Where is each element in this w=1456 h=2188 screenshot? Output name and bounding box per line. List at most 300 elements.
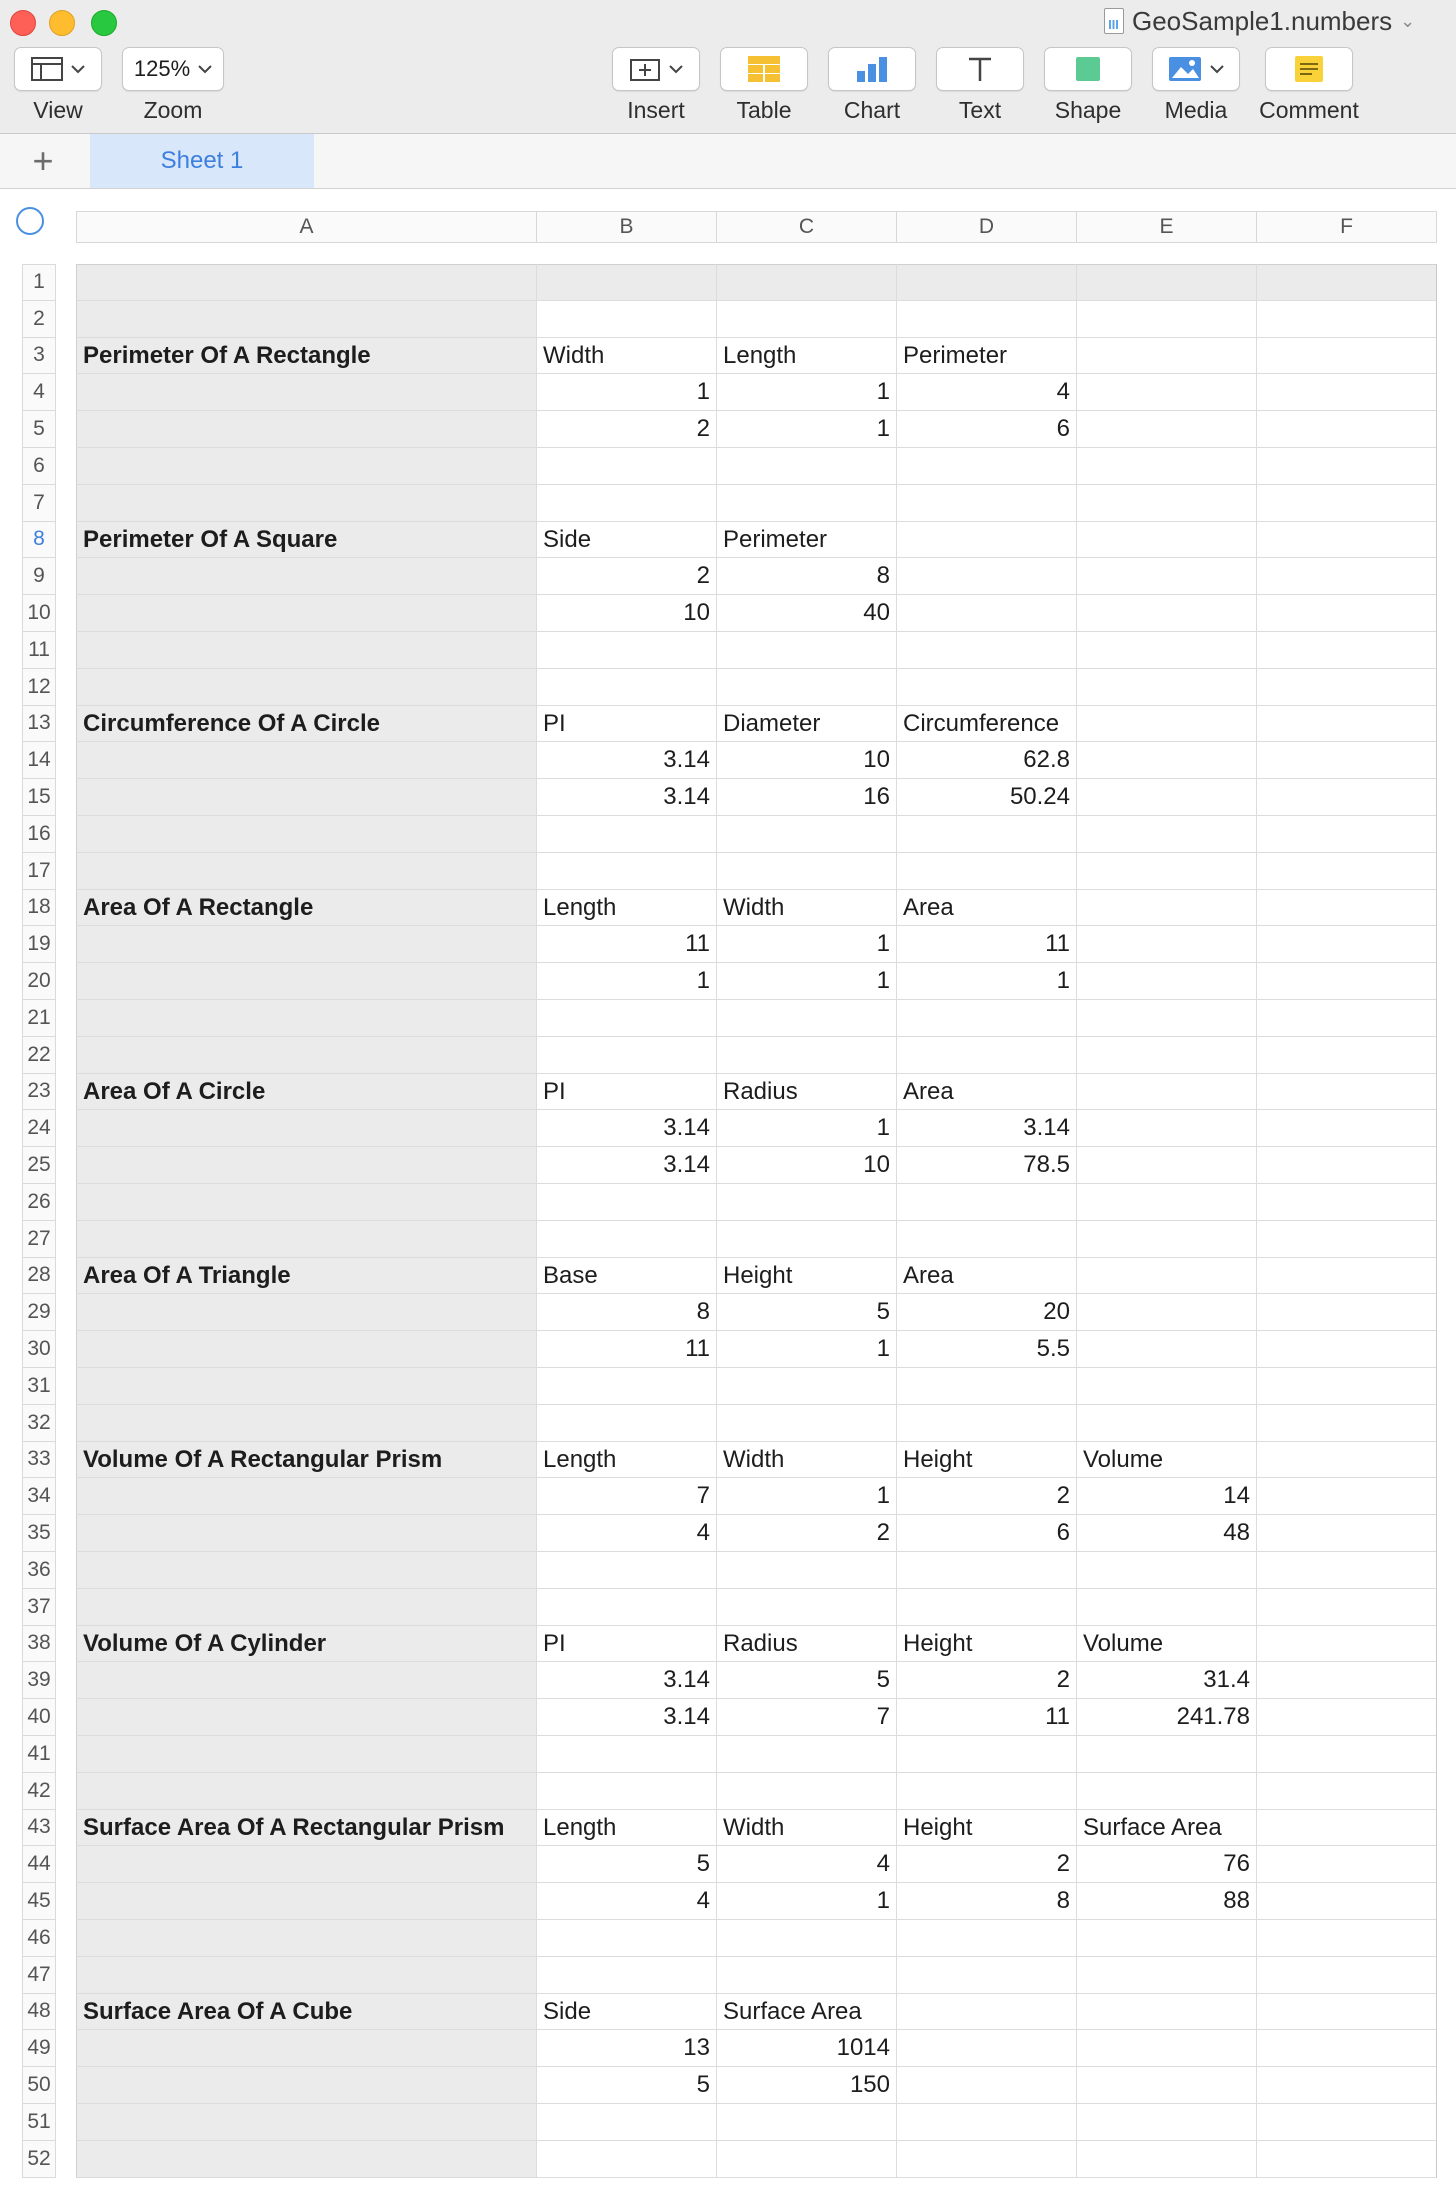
cell-d18[interactable]: Area [897, 890, 1077, 927]
cell-d28[interactable]: Area [897, 1258, 1077, 1295]
cell-f25[interactable] [1257, 1147, 1437, 1184]
cell-e12[interactable] [1077, 669, 1257, 706]
cell-b35[interactable]: 4 [537, 1515, 717, 1552]
cell-f11[interactable] [1257, 632, 1437, 669]
row-header-11[interactable]: 11 [22, 632, 56, 669]
cell-c42[interactable] [717, 1773, 897, 1810]
cell-d7[interactable] [897, 485, 1077, 522]
cell-f2[interactable] [1257, 301, 1437, 338]
cell-a3[interactable]: Perimeter Of A Rectangle [76, 338, 537, 375]
cell-b8[interactable]: Side [537, 522, 717, 559]
cell-f1[interactable] [1257, 264, 1437, 301]
cell-a7[interactable] [76, 485, 537, 522]
cell-c8[interactable]: Perimeter [717, 522, 897, 559]
cell-a48[interactable]: Surface Area Of A Cube [76, 1994, 537, 2031]
cell-e26[interactable] [1077, 1184, 1257, 1221]
cell-b47[interactable] [537, 1957, 717, 1994]
cell-f8[interactable] [1257, 522, 1437, 559]
cell-c38[interactable]: Radius [717, 1626, 897, 1663]
cell-b49[interactable]: 13 [537, 2030, 717, 2067]
cell-e18[interactable] [1077, 890, 1257, 927]
row-header-13[interactable]: 13 [22, 706, 56, 743]
cell-d11[interactable] [897, 632, 1077, 669]
cell-c1[interactable] [717, 264, 897, 301]
row-header-31[interactable]: 31 [22, 1368, 56, 1405]
row-header-3[interactable]: 3 [22, 338, 56, 375]
cell-d2[interactable] [897, 301, 1077, 338]
cell-e41[interactable] [1077, 1736, 1257, 1773]
cell-e1[interactable] [1077, 264, 1257, 301]
cell-a9[interactable] [76, 558, 537, 595]
cell-a26[interactable] [76, 1184, 537, 1221]
cell-c17[interactable] [717, 853, 897, 890]
cell-a4[interactable] [76, 374, 537, 411]
cell-f34[interactable] [1257, 1478, 1437, 1515]
media-button[interactable] [1152, 47, 1240, 91]
cell-d22[interactable] [897, 1037, 1077, 1074]
cell-e5[interactable] [1077, 411, 1257, 448]
zoom-select[interactable] [122, 47, 224, 91]
cell-c12[interactable] [717, 669, 897, 706]
cell-b26[interactable] [537, 1184, 717, 1221]
cell-a50[interactable] [76, 2067, 537, 2104]
cell-a13[interactable]: Circumference Of A Circle [76, 706, 537, 743]
cell-f7[interactable] [1257, 485, 1437, 522]
row-header-10[interactable]: 10 [22, 595, 56, 632]
cell-f22[interactable] [1257, 1037, 1437, 1074]
cell-f20[interactable] [1257, 963, 1437, 1000]
cell-b13[interactable]: PI [537, 706, 717, 743]
cell-b24[interactable]: 3.14 [537, 1110, 717, 1147]
cell-d47[interactable] [897, 1957, 1077, 1994]
cell-a45[interactable] [76, 1883, 537, 1920]
chart-button[interactable] [828, 47, 916, 91]
cell-f29[interactable] [1257, 1294, 1437, 1331]
row-header-24[interactable]: 24 [22, 1110, 56, 1147]
cell-f47[interactable] [1257, 1957, 1437, 1994]
cell-c25[interactable]: 10 [717, 1147, 897, 1184]
cell-b11[interactable] [537, 632, 717, 669]
cell-c7[interactable] [717, 485, 897, 522]
cell-a52[interactable] [76, 2141, 537, 2178]
cell-d23[interactable]: Area [897, 1074, 1077, 1111]
cell-b1[interactable] [537, 264, 717, 301]
cell-d52[interactable] [897, 2141, 1077, 2178]
cell-e52[interactable] [1077, 2141, 1257, 2178]
cell-c26[interactable] [717, 1184, 897, 1221]
cell-d19[interactable]: 11 [897, 926, 1077, 963]
cell-f31[interactable] [1257, 1368, 1437, 1405]
cell-f16[interactable] [1257, 816, 1437, 853]
row-header-12[interactable]: 12 [22, 669, 56, 706]
row-header-50[interactable]: 50 [22, 2067, 56, 2104]
cell-a34[interactable] [76, 1478, 537, 1515]
cell-d3[interactable]: Perimeter [897, 338, 1077, 375]
cell-c35[interactable]: 2 [717, 1515, 897, 1552]
cell-a29[interactable] [76, 1294, 537, 1331]
cell-c24[interactable]: 1 [717, 1110, 897, 1147]
cell-b3[interactable]: Width [537, 338, 717, 375]
cell-d13[interactable]: Circumference [897, 706, 1077, 743]
cell-b4[interactable]: 1 [537, 374, 717, 411]
cell-b19[interactable]: 11 [537, 926, 717, 963]
cell-f51[interactable] [1257, 2104, 1437, 2141]
cell-c52[interactable] [717, 2141, 897, 2178]
cell-c13[interactable]: Diameter [717, 706, 897, 743]
cell-d37[interactable] [897, 1589, 1077, 1626]
cell-f26[interactable] [1257, 1184, 1437, 1221]
cell-d15[interactable]: 50.24 [897, 779, 1077, 816]
cell-e21[interactable] [1077, 1000, 1257, 1037]
cell-c23[interactable]: Radius [717, 1074, 897, 1111]
cell-c39[interactable]: 5 [717, 1662, 897, 1699]
column-header-b[interactable]: B [537, 211, 717, 243]
cell-c43[interactable]: Width [717, 1810, 897, 1847]
cell-a8[interactable]: Perimeter Of A Square [76, 522, 537, 559]
cell-e47[interactable] [1077, 1957, 1257, 1994]
cell-f42[interactable] [1257, 1773, 1437, 1810]
row-header-19[interactable]: 19 [22, 926, 56, 963]
row-header-15[interactable]: 15 [22, 779, 56, 816]
cell-b32[interactable] [537, 1405, 717, 1442]
cell-f44[interactable] [1257, 1846, 1437, 1883]
cell-e7[interactable] [1077, 485, 1257, 522]
cell-f38[interactable] [1257, 1626, 1437, 1663]
cell-c28[interactable]: Height [717, 1258, 897, 1295]
cell-c45[interactable]: 1 [717, 1883, 897, 1920]
row-header-6[interactable]: 6 [22, 448, 56, 485]
cell-e51[interactable] [1077, 2104, 1257, 2141]
cell-e48[interactable] [1077, 1994, 1257, 2031]
cell-b17[interactable] [537, 853, 717, 890]
cell-e38[interactable]: Volume [1077, 1626, 1257, 1663]
cell-e35[interactable]: 48 [1077, 1515, 1257, 1552]
cell-b31[interactable] [537, 1368, 717, 1405]
cell-b46[interactable] [537, 1920, 717, 1957]
cell-a36[interactable] [76, 1552, 537, 1589]
cell-e13[interactable] [1077, 706, 1257, 743]
cell-f48[interactable] [1257, 1994, 1437, 2031]
cell-a33[interactable]: Volume Of A Rectangular Prism [76, 1442, 537, 1479]
cell-f30[interactable] [1257, 1331, 1437, 1368]
cell-b22[interactable] [537, 1037, 717, 1074]
cell-e29[interactable] [1077, 1294, 1257, 1331]
cell-a23[interactable]: Area Of A Circle [76, 1074, 537, 1111]
cell-c50[interactable]: 150 [717, 2067, 897, 2104]
cell-a44[interactable] [76, 1846, 537, 1883]
cell-e8[interactable] [1077, 522, 1257, 559]
cell-b37[interactable] [537, 1589, 717, 1626]
cell-b27[interactable] [537, 1221, 717, 1258]
cell-a15[interactable] [76, 779, 537, 816]
cell-f21[interactable] [1257, 1000, 1437, 1037]
cell-b18[interactable]: Length [537, 890, 717, 927]
cell-a47[interactable] [76, 1957, 537, 1994]
row-header-38[interactable]: 38 [22, 1626, 56, 1663]
cell-e43[interactable]: Surface Area [1077, 1810, 1257, 1847]
cell-c6[interactable] [717, 448, 897, 485]
row-header-25[interactable]: 25 [22, 1147, 56, 1184]
cell-e36[interactable] [1077, 1552, 1257, 1589]
cell-e39[interactable]: 31.4 [1077, 1662, 1257, 1699]
cell-d9[interactable] [897, 558, 1077, 595]
cell-c48[interactable]: Surface Area [717, 1994, 897, 2031]
cell-e42[interactable] [1077, 1773, 1257, 1810]
cell-d24[interactable]: 3.14 [897, 1110, 1077, 1147]
cell-f6[interactable] [1257, 448, 1437, 485]
window-zoom-button[interactable] [91, 10, 117, 36]
cell-f52[interactable] [1257, 2141, 1437, 2178]
row-header-39[interactable]: 39 [22, 1662, 56, 1699]
column-header-f[interactable]: F [1257, 211, 1437, 243]
cell-f39[interactable] [1257, 1662, 1437, 1699]
cell-b21[interactable] [537, 1000, 717, 1037]
shape-button[interactable] [1044, 47, 1132, 91]
cell-f40[interactable] [1257, 1699, 1437, 1736]
row-header-7[interactable]: 7 [22, 485, 56, 522]
cell-d50[interactable] [897, 2067, 1077, 2104]
row-header-30[interactable]: 30 [22, 1331, 56, 1368]
cell-a21[interactable] [76, 1000, 537, 1037]
row-header-18[interactable]: 18 [22, 890, 56, 927]
cell-c37[interactable] [717, 1589, 897, 1626]
cell-e37[interactable] [1077, 1589, 1257, 1626]
cell-a25[interactable] [76, 1147, 537, 1184]
row-header-8[interactable]: 8 [22, 522, 56, 559]
cell-e33[interactable]: Volume [1077, 1442, 1257, 1479]
column-header-c[interactable]: C [717, 211, 897, 243]
cell-d51[interactable] [897, 2104, 1077, 2141]
row-header-2[interactable]: 2 [22, 301, 56, 338]
cell-d29[interactable]: 20 [897, 1294, 1077, 1331]
cell-d36[interactable] [897, 1552, 1077, 1589]
cell-a12[interactable] [76, 669, 537, 706]
cell-d17[interactable] [897, 853, 1077, 890]
cell-b42[interactable] [537, 1773, 717, 1810]
cell-b2[interactable] [537, 301, 717, 338]
cell-e40[interactable]: 241.78 [1077, 1699, 1257, 1736]
cell-b40[interactable]: 3.14 [537, 1699, 717, 1736]
cell-c33[interactable]: Width [717, 1442, 897, 1479]
cell-f27[interactable] [1257, 1221, 1437, 1258]
cell-b7[interactable] [537, 485, 717, 522]
row-header-21[interactable]: 21 [22, 1000, 56, 1037]
row-header-5[interactable]: 5 [22, 411, 56, 448]
cell-a22[interactable] [76, 1037, 537, 1074]
cell-c22[interactable] [717, 1037, 897, 1074]
cell-f41[interactable] [1257, 1736, 1437, 1773]
cell-e32[interactable] [1077, 1405, 1257, 1442]
cell-a10[interactable] [76, 595, 537, 632]
cell-e46[interactable] [1077, 1920, 1257, 1957]
row-header-27[interactable]: 27 [22, 1221, 56, 1258]
cell-e14[interactable] [1077, 742, 1257, 779]
cell-c10[interactable]: 40 [717, 595, 897, 632]
cell-d20[interactable]: 1 [897, 963, 1077, 1000]
cell-b10[interactable]: 10 [537, 595, 717, 632]
cell-a40[interactable] [76, 1699, 537, 1736]
cell-b15[interactable]: 3.14 [537, 779, 717, 816]
cell-d10[interactable] [897, 595, 1077, 632]
row-header-9[interactable]: 9 [22, 558, 56, 595]
cell-c49[interactable]: 1014 [717, 2030, 897, 2067]
cell-d35[interactable]: 6 [897, 1515, 1077, 1552]
cell-b50[interactable]: 5 [537, 2067, 717, 2104]
cell-d43[interactable]: Height [897, 1810, 1077, 1847]
row-header-1[interactable]: 1 [22, 264, 56, 301]
row-header-34[interactable]: 34 [22, 1478, 56, 1515]
row-header-22[interactable]: 22 [22, 1037, 56, 1074]
tab-sheet-1[interactable]: Sheet 1 [90, 134, 314, 188]
cell-a18[interactable]: Area Of A Rectangle [76, 890, 537, 927]
cell-a30[interactable] [76, 1331, 537, 1368]
cell-f49[interactable] [1257, 2030, 1437, 2067]
insert-button[interactable] [612, 47, 700, 91]
cell-d14[interactable]: 62.8 [897, 742, 1077, 779]
cell-c9[interactable]: 8 [717, 558, 897, 595]
row-header-51[interactable]: 51 [22, 2104, 56, 2141]
cell-e17[interactable] [1077, 853, 1257, 890]
cell-f12[interactable] [1257, 669, 1437, 706]
cell-a24[interactable] [76, 1110, 537, 1147]
cell-c47[interactable] [717, 1957, 897, 1994]
cell-b33[interactable]: Length [537, 1442, 717, 1479]
cell-a43[interactable]: Surface Area Of A Rectangular Prism [76, 1810, 537, 1847]
cell-e10[interactable] [1077, 595, 1257, 632]
cell-e2[interactable] [1077, 301, 1257, 338]
cell-a39[interactable] [76, 1662, 537, 1699]
cell-d4[interactable]: 4 [897, 374, 1077, 411]
row-header-45[interactable]: 45 [22, 1883, 56, 1920]
cell-e3[interactable] [1077, 338, 1257, 375]
cell-b5[interactable]: 2 [537, 411, 717, 448]
cell-e25[interactable] [1077, 1147, 1257, 1184]
cell-e50[interactable] [1077, 2067, 1257, 2104]
cell-e27[interactable] [1077, 1221, 1257, 1258]
column-header-e[interactable]: E [1077, 211, 1257, 243]
row-header-32[interactable]: 32 [22, 1405, 56, 1442]
cell-e11[interactable] [1077, 632, 1257, 669]
cell-a51[interactable] [76, 2104, 537, 2141]
cell-f10[interactable] [1257, 595, 1437, 632]
cell-f28[interactable] [1257, 1258, 1437, 1295]
cell-d16[interactable] [897, 816, 1077, 853]
table-button[interactable] [720, 47, 808, 91]
cell-b44[interactable]: 5 [537, 1846, 717, 1883]
cell-d34[interactable]: 2 [897, 1478, 1077, 1515]
cell-f19[interactable] [1257, 926, 1437, 963]
cell-d1[interactable] [897, 264, 1077, 301]
select-all-circle[interactable] [16, 207, 44, 235]
cell-f37[interactable] [1257, 1589, 1437, 1626]
cell-f36[interactable] [1257, 1552, 1437, 1589]
cell-c20[interactable]: 1 [717, 963, 897, 1000]
cell-c4[interactable]: 1 [717, 374, 897, 411]
cell-d42[interactable] [897, 1773, 1077, 1810]
cell-d5[interactable]: 6 [897, 411, 1077, 448]
cell-d39[interactable]: 2 [897, 1662, 1077, 1699]
cell-d8[interactable] [897, 522, 1077, 559]
cell-f24[interactable] [1257, 1110, 1437, 1147]
cell-b25[interactable]: 3.14 [537, 1147, 717, 1184]
cell-a41[interactable] [76, 1736, 537, 1773]
cell-d33[interactable]: Height [897, 1442, 1077, 1479]
cell-b16[interactable] [537, 816, 717, 853]
cell-b48[interactable]: Side [537, 1994, 717, 2031]
row-header-17[interactable]: 17 [22, 853, 56, 890]
cell-e4[interactable] [1077, 374, 1257, 411]
cell-f5[interactable] [1257, 411, 1437, 448]
cell-a37[interactable] [76, 1589, 537, 1626]
cell-e15[interactable] [1077, 779, 1257, 816]
cell-d45[interactable]: 8 [897, 1883, 1077, 1920]
cell-a27[interactable] [76, 1221, 537, 1258]
cell-c19[interactable]: 1 [717, 926, 897, 963]
cell-b36[interactable] [537, 1552, 717, 1589]
view-button[interactable] [14, 47, 102, 91]
cell-e24[interactable] [1077, 1110, 1257, 1147]
cell-c2[interactable] [717, 301, 897, 338]
cell-b23[interactable]: PI [537, 1074, 717, 1111]
cell-f15[interactable] [1257, 779, 1437, 816]
row-header-4[interactable]: 4 [22, 374, 56, 411]
cell-f14[interactable] [1257, 742, 1437, 779]
cell-a14[interactable] [76, 742, 537, 779]
cell-c51[interactable] [717, 2104, 897, 2141]
row-header-35[interactable]: 35 [22, 1515, 56, 1552]
cell-e16[interactable] [1077, 816, 1257, 853]
cell-e6[interactable] [1077, 448, 1257, 485]
row-header-20[interactable]: 20 [22, 963, 56, 1000]
cell-f46[interactable] [1257, 1920, 1437, 1957]
cell-f43[interactable] [1257, 1810, 1437, 1847]
cell-b45[interactable]: 4 [537, 1883, 717, 1920]
cell-d48[interactable] [897, 1994, 1077, 2031]
cell-c40[interactable]: 7 [717, 1699, 897, 1736]
cell-c14[interactable]: 10 [717, 742, 897, 779]
cell-b29[interactable]: 8 [537, 1294, 717, 1331]
cell-c36[interactable] [717, 1552, 897, 1589]
cell-f23[interactable] [1257, 1074, 1437, 1111]
row-header-14[interactable]: 14 [22, 742, 56, 779]
cell-b9[interactable]: 2 [537, 558, 717, 595]
row-header-48[interactable]: 48 [22, 1994, 56, 2031]
cell-f45[interactable] [1257, 1883, 1437, 1920]
cell-f4[interactable] [1257, 374, 1437, 411]
cell-a35[interactable] [76, 1515, 537, 1552]
row-header-33[interactable]: 33 [22, 1442, 56, 1479]
row-header-49[interactable]: 49 [22, 2030, 56, 2067]
cell-c44[interactable]: 4 [717, 1846, 897, 1883]
cell-d27[interactable] [897, 1221, 1077, 1258]
cell-e34[interactable]: 14 [1077, 1478, 1257, 1515]
row-header-29[interactable]: 29 [22, 1294, 56, 1331]
cell-c3[interactable]: Length [717, 338, 897, 375]
cell-d40[interactable]: 11 [897, 1699, 1077, 1736]
cell-c29[interactable]: 5 [717, 1294, 897, 1331]
cell-d12[interactable] [897, 669, 1077, 706]
cell-c5[interactable]: 1 [717, 411, 897, 448]
cell-f13[interactable] [1257, 706, 1437, 743]
cell-a16[interactable] [76, 816, 537, 853]
cell-a38[interactable]: Volume Of A Cylinder [76, 1626, 537, 1663]
cell-b51[interactable] [537, 2104, 717, 2141]
cell-e30[interactable] [1077, 1331, 1257, 1368]
cell-d41[interactable] [897, 1736, 1077, 1773]
cell-a1[interactable] [76, 264, 537, 301]
cell-c31[interactable] [717, 1368, 897, 1405]
cell-b20[interactable]: 1 [537, 963, 717, 1000]
